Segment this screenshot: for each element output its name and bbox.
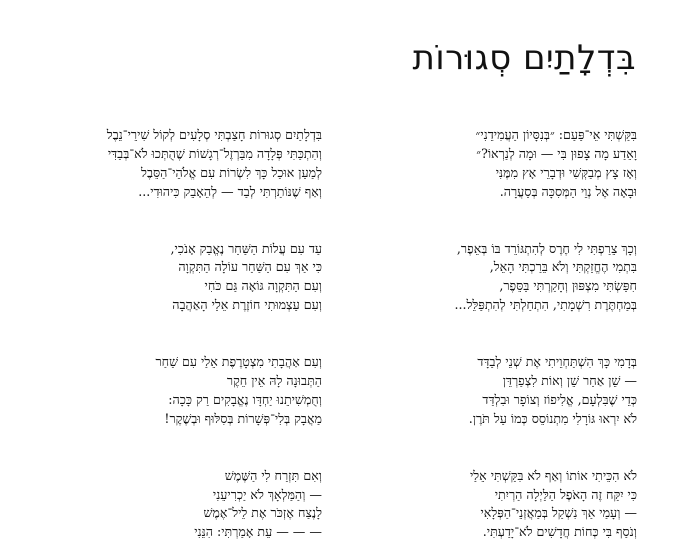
- poem-line: וְחֻמְשִׁיתֵנוּ יַחְדָּו נֶאֱבָקִים רַק כָּכָה:: [168, 391, 322, 407]
- poem-line: וָאֵדַע מָה צָפוּן בִּי — וּמָה לְנַרְאוֹ?״: [476, 145, 637, 161]
- stanza-left-2: [32, 240, 322, 316]
- poem-line: וּבָאָה אֶל נְוֵי הַמְּסִכָּה בְּסַעֲרָה.: [499, 183, 637, 199]
- poem-line: חִפַּשְׂתִּי מִצְפּוּן וְחָקַרְתִּי בַּסֵּפֶר,: [499, 278, 637, 294]
- poem-line: לֹא הִכֵּיתִי אוֹתוֹ וְאַף לֹא בִּקַּשְׁתִּי אֵלַי: [469, 467, 637, 483]
- poem-line: כְּדֵי שֶׁבִּלְעָם, אֱלִיפוֹז וְצוֹפָר וּבִלְדַּד: [482, 391, 637, 407]
- poem-title: בִּדְלָתַיִם סְגוּרוֹת: [412, 38, 636, 78]
- poem-line: וְאָז צָץ מְבַקְּשִׁי וּדְבָרֵי אָץ מִמֶּנִּי: [495, 164, 637, 180]
- poem-line: וְנֹסַף בִּי כְּחוֹת חֲדָשִׁים לֹא־יָדַעְתִּי.: [482, 524, 637, 540]
- poem-line: הַתְּבוּנָה לָהּ אֵין חֵקֶר: [226, 373, 322, 389]
- poem-line: בְּמַחְתֶּרֶת רִשְׁמָתִי, הִתְחַלְתִּי לְהִתְפַּלֵּל...: [454, 297, 637, 313]
- stanza-left-4: [32, 467, 322, 543]
- stanza-left-1: [32, 126, 322, 202]
- poem-line: לָנֶצַח אֶזְכֹּר אֶת לֵיל־אֶמֶשׁ: [203, 505, 322, 521]
- poem-line: בְּדָמִי כָּךְ הִשְׁתַּחְוֵיתִי אֶת שְׁנֵי לְבַדָּד: [477, 354, 637, 370]
- poem-line: בִּתְמִי הֶחֱזַקְתִּי וְלֹא בֵּרַכְתִּי הָאֵל,: [489, 259, 637, 275]
- poem-line: וְהִתְכַּתִּי פְּלָדָה מִבַּרְזֶל־רְגָשׁוֹת שֶׁהֻתְּכוּ לֹא־בְּבַדִּי: [107, 145, 322, 161]
- poem-line: וְעִם הַתִּקְוָה גּוֹאָה גַּם כֹּחִי: [204, 278, 322, 294]
- poem-line: וְעִם עַצְמוּתִי חוֹזֶרֶת אֵלַי הָאַהֲבָה: [172, 297, 322, 313]
- poem-line: — וְעָמַי אַךְ נִשְׁקַל בְּמַאֲזְנֵי־הַפְּלָאִי: [480, 505, 637, 521]
- poem-line: — — — עֵת אָמַרְתִּי: הִנֵּנִי: [194, 524, 322, 540]
- poem-line: לֹא יִרְאוּ גּוֹרָלִי מִתְנוֹסֵס כְּמוֹ עַל תֹּרֶן.: [468, 410, 637, 426]
- poem-line: — וְהַמַּלְאָךְ לֹא יַכְרִיעֵנִי: [212, 486, 322, 502]
- stanza-left-3: [32, 353, 322, 429]
- poem-line: מַאֲבָק בְּלִי־פְּשָׁרוֹת בְּסִלּוּף וּבְשֶׁקֶר!: [164, 410, 322, 426]
- right-column: [347, 126, 637, 542]
- poem-line: — שֵׁן אַחַר שֵׁן וְאוֹת לִצְפַרְדֵּן: [502, 373, 637, 389]
- poem-line: עַד עִם עֲלוֹת הַשַּׁחַר נֶאֱבַק אָנֹכִי,: [170, 240, 322, 256]
- poem-line: וְעִם אַהֲבָתִי מִצְטָרֶפֶת אֵלַי עִם שַׁחַר: [155, 354, 322, 370]
- poem-line: כִּי אַךְ עִם הַשַּׁחַר עוֹלָה הַתִּקְוָה: [178, 259, 322, 275]
- poem-line: בִּקַּשְׁתִּי אֵי־פַּעַם: ״בְּנִסָּיוֹן הַעֲמִידֵנִי״: [475, 127, 637, 142]
- poem-line: לְמַעַן אוּכַל כָּךְ לִשְׂרוֹת עִם אֱלֹהֵי־הַסֵּבֶל: [141, 164, 322, 180]
- poem-line: וְאִם תִּזְרַח לִי הַשֶּׁמֶשׁ: [224, 467, 322, 483]
- poem-line: בִּדְלָתַיִם סְגוּרוֹת חָצַבְתִּי סְלָעִים לְקוֹל שִׁירֵי־נֵבֶל: [106, 127, 322, 142]
- stanza-right-3: [347, 353, 637, 429]
- stanza-right-4: [347, 467, 637, 543]
- poem-line: וְכָךְ צֵרַפְתִּי לִי חֶרֶס לְהִתְגּוֹרֵד בּוֹ בְּאֵפֶר,: [456, 240, 637, 256]
- stanza-right-2: [347, 240, 637, 316]
- poem-line: וְאַף שֶׁנּוֹתַרְתִּי לְבַד — לְהֵאָבֵק כִּיהוּדִי...: [138, 183, 322, 199]
- stanza-right-1: [347, 126, 637, 202]
- left-column: [32, 126, 322, 542]
- poem-line: כִּי יִקַּח זֶה הָאֹפֶל הַלַּיְלָה הַרְיִתִי: [494, 486, 637, 502]
